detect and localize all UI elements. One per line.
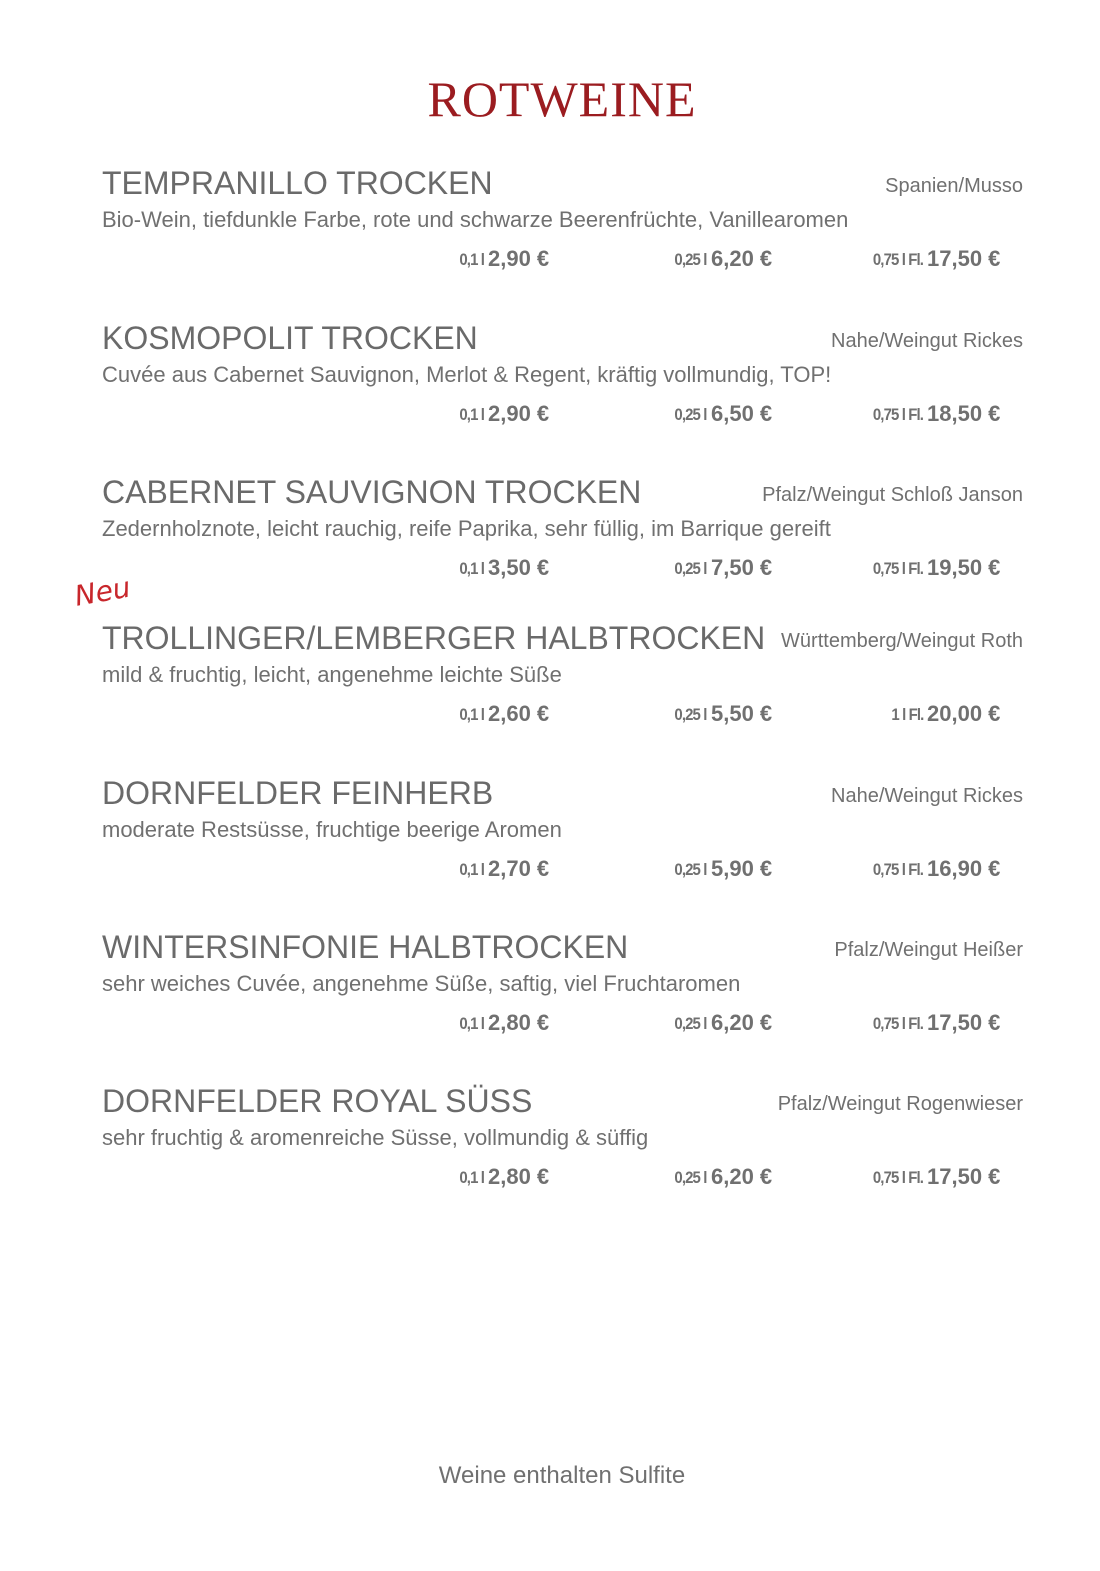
price-volume: 0,1 l [459, 250, 484, 269]
price-medium [569, 399, 789, 429]
footer-note: Weine enthalten Sulfite [438, 1462, 686, 1489]
wine-description: Zedernholznote, leicht rauchig, reife Paprika, sehr füllig, im Barrique gereift [102, 516, 831, 541]
wine-description: Bio-Wein, tiefdunkle Farbe, rote und schwarze Beerenfrüchte, Vanillearomen [102, 207, 849, 232]
price-volume: 0,75 l Fl. [872, 250, 923, 269]
price-value: 16,90 € [927, 856, 1001, 881]
price-value: 17,50 € [927, 1010, 1001, 1035]
page-title: ROTWEINE [427, 71, 697, 127]
price-value: 5,90 € [711, 856, 773, 881]
price-medium [569, 854, 789, 884]
price-volume: 0,25 l [674, 559, 707, 578]
price-value: 6,50 € [711, 401, 773, 426]
price-value: 6,20 € [711, 246, 773, 271]
price-volume: 0,75 l Fl. [872, 1014, 923, 1033]
price-volume: 0,1 l [459, 405, 484, 424]
price-small [346, 854, 566, 884]
wine-description: Cuvée aus Cabernet Sauvignon, Merlot & Regent, kräftig vollmundig, TOP! [102, 362, 832, 387]
price-value: 18,50 € [927, 401, 1001, 426]
price-value: 20,00 € [927, 701, 1001, 726]
price-value: 17,50 € [927, 1164, 1001, 1189]
wine-name: CABERNET SAUVIGNON TROCKEN [102, 474, 642, 510]
wine-item [102, 774, 1023, 884]
wine-name: TROLLINGER/LEMBERGER HALBTROCKEN [102, 620, 766, 656]
price-volume: 0,75 l Fl. [872, 405, 923, 424]
wine-name: TEMPRANILLO TROCKEN [102, 165, 493, 201]
price-value: 2,90 € [488, 401, 550, 426]
price-bottle [791, 244, 1011, 274]
price-value: 2,80 € [488, 1164, 550, 1189]
price-bottle [791, 699, 1011, 729]
price-volume: 0,1 l [459, 1168, 484, 1187]
wine-item [102, 619, 1023, 729]
wine-description: sehr weiches Cuvée, angenehme Süße, saftig, viel Fruchtaromen [102, 971, 741, 996]
price-volume: 0,25 l [674, 1168, 707, 1187]
price-value: 2,60 € [488, 701, 550, 726]
price-medium [569, 1162, 789, 1192]
wine-origin: Pfalz/Weingut Schloß Janson [762, 484, 1023, 506]
wine-origin: Pfalz/Weingut Rogenwieser [777, 1093, 1023, 1115]
price-volume: 0,25 l [674, 405, 707, 424]
price-value: 17,50 € [927, 246, 1001, 271]
price-medium [569, 244, 789, 274]
wine-item [102, 164, 1023, 274]
price-small [346, 1008, 566, 1038]
new-badge: Neu [72, 570, 133, 613]
price-volume: 0,75 l Fl. [872, 860, 923, 879]
price-volume: 0,25 l [674, 705, 707, 724]
wine-item [102, 1082, 1023, 1192]
price-small [346, 699, 566, 729]
wine-description: sehr fruchtig & aromenreiche Süsse, vollmundig & süffig [102, 1125, 649, 1150]
price-medium [569, 1008, 789, 1038]
price-volume: 0,25 l [674, 250, 707, 269]
wine-item [102, 319, 1023, 429]
price-bottle [791, 553, 1011, 583]
price-volume: 0,1 l [459, 1014, 484, 1033]
wine-origin: Nahe/Weingut Rickes [831, 785, 1023, 807]
price-small [346, 244, 566, 274]
price-value: 2,70 € [488, 856, 550, 881]
price-bottle [791, 1162, 1011, 1192]
price-small [346, 399, 566, 429]
wine-name: DORNFELDER ROYAL SÜSS [102, 1083, 533, 1119]
wine-item [102, 928, 1023, 1038]
price-medium [569, 699, 789, 729]
wine-item [102, 473, 1023, 583]
wine-description: moderate Restsüsse, fruchtige beerige Aromen [102, 817, 562, 842]
wine-origin: Pfalz/Weingut Heißer [834, 939, 1023, 961]
price-value: 2,80 € [488, 1010, 550, 1035]
wine-origin: Spanien/Musso [885, 175, 1023, 197]
price-value: 3,50 € [488, 555, 550, 580]
price-small [346, 1162, 566, 1192]
wine-name: KOSMOPOLIT TROCKEN [102, 320, 478, 356]
wine-name: WINTERSINFONIE HALBTROCKEN [102, 929, 629, 965]
price-small [346, 553, 566, 583]
price-volume: 1 l Fl. [890, 705, 923, 724]
price-value: 19,50 € [927, 555, 1001, 580]
wine-origin: Nahe/Weingut Rickes [831, 330, 1023, 352]
price-bottle [791, 1008, 1011, 1038]
price-volume: 0,25 l [674, 1014, 707, 1033]
wine-name: DORNFELDER FEINHERB [102, 775, 494, 811]
price-volume: 0,75 l Fl. [872, 1168, 923, 1187]
price-medium [569, 553, 789, 583]
price-bottle [791, 399, 1011, 429]
price-value: 6,20 € [711, 1010, 773, 1035]
price-value: 5,50 € [711, 701, 773, 726]
price-value: 2,90 € [488, 246, 550, 271]
wine-description: mild & fruchtig, leicht, angenehme leichte Süße [102, 662, 562, 687]
price-volume: 0,75 l Fl. [872, 559, 923, 578]
price-value: 6,20 € [711, 1164, 773, 1189]
price-volume: 0,1 l [459, 705, 484, 724]
wine-origin: Württemberg/Weingut Roth [781, 630, 1023, 652]
price-volume: 0,1 l [459, 860, 484, 879]
price-volume: 0,1 l [459, 559, 484, 578]
price-volume: 0,25 l [674, 860, 707, 879]
price-value: 7,50 € [711, 555, 773, 580]
price-bottle [791, 854, 1011, 884]
